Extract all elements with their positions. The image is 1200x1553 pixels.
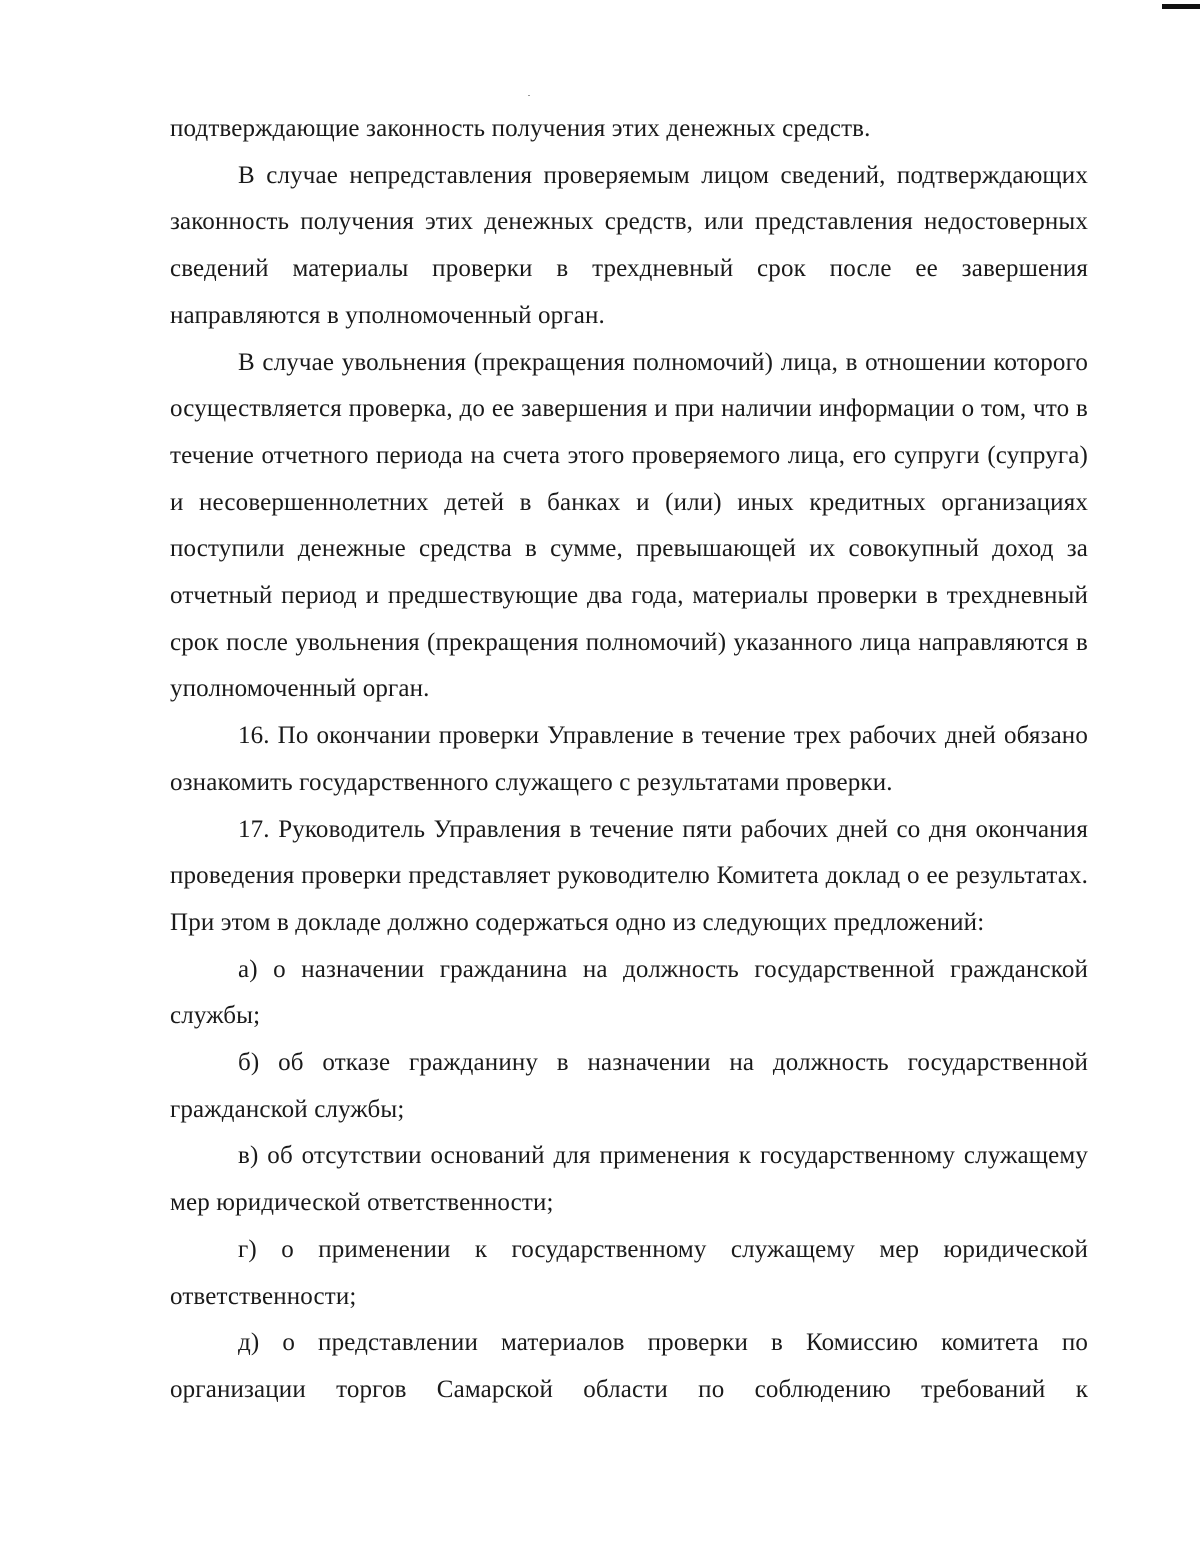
scan-edge-mark (1162, 4, 1200, 9)
scan-speck (528, 95, 530, 96)
paragraph-nonsubmission: В случае непредставления проверяемым лицом сведений, подтверждающих законность получения этих денежных средств, или представления недостоверных сведений материалы проверки в трехдневный срок после ее завершения направляются в уполномоченный орган. (170, 161, 1088, 329)
paragraph-clause-16: 16. По окончании проверки Управление в течение трех рабочих дней обязано ознакомить государственного служащего с результатами проверки. (170, 722, 1088, 796)
paragraph-dismissal: В случае увольнения (прекращения полномочий) лица, в отношении которого осуществляется проверка, до ее завершения и при наличии информации о том, что в течение отчетного периода на счета этого проверяемого лица, его супруги (супруга) и несовершеннолетних детей в банках и (или) иных кредитных организациях поступили денежные средства в сумме, превышающей их совокупный доход за отчетный период и предшествующие два года, материалы проверки в трехдневный срок после увольнения (прекращения полномочий) указанного лица направляются в уполномоченный орган. (170, 348, 1088, 703)
list-item-b: б) об отказе гражданину в назначении на должность государственной гражданской службы; (170, 1049, 1088, 1123)
document-body (170, 106, 1088, 1414)
list-item-g: г) о применении к государственному служащему мер юридической ответственности; (170, 1235, 1088, 1310)
list-item-v: в) об отсутствии оснований для применения к государственному служащему мер юридической ответственности; (170, 1142, 1088, 1217)
list-item-a: а) о назначении гражданина на должность государственной гражданской службы; (170, 955, 1088, 1030)
list-item-d: д) о представлении материалов проверки в Комиссию комитета по организации торгов Самарской области по соблюдению требований к (170, 1329, 1088, 1403)
paragraph-continuation: подтверждающие законность получения этих денежных средств. (170, 115, 871, 142)
paragraph-clause-17: 17. Руководитель Управления в течение пяти рабочих дней со дня окончания проведения проверки представляет руководителю Комитета доклад о ее результатах. При этом в докладе должно содержаться одно из следующих предложений: (170, 815, 1088, 936)
